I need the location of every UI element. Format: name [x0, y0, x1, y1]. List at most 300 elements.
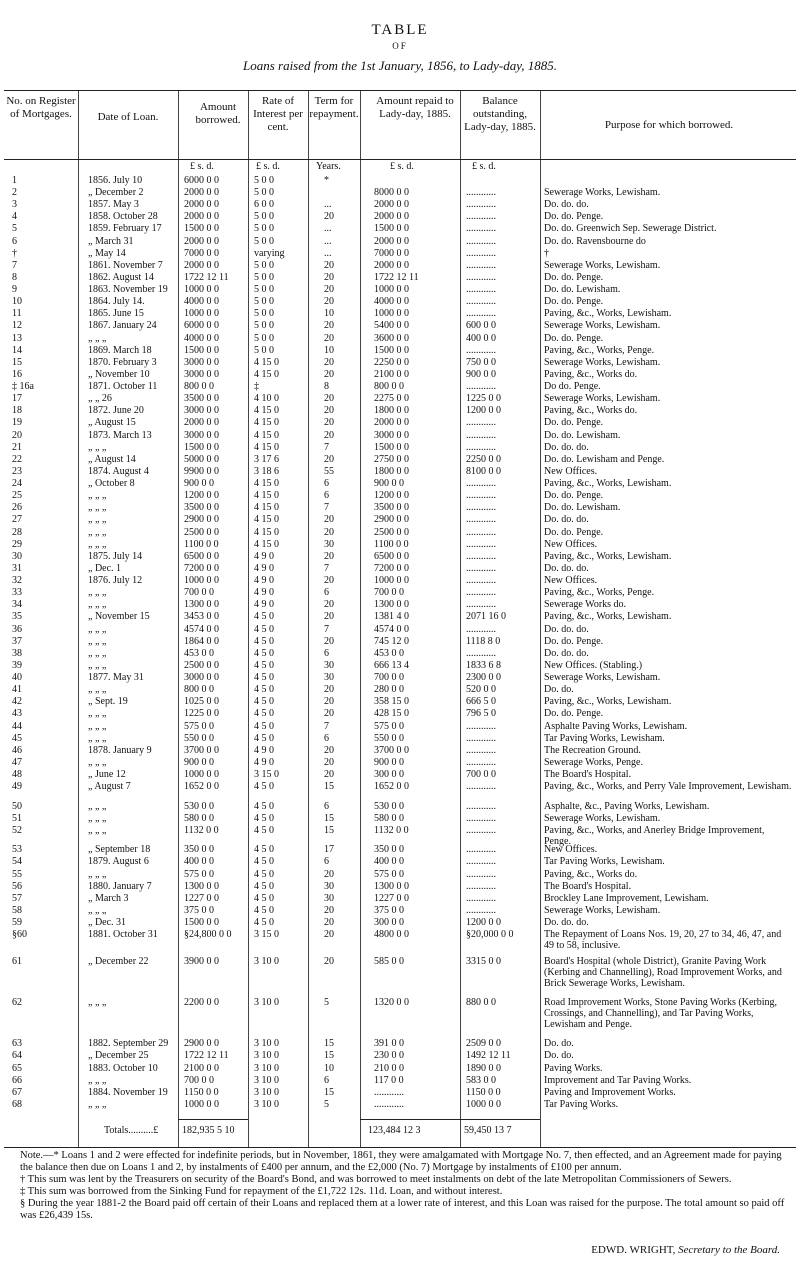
amount-repaid: 745 12 0 — [374, 635, 409, 647]
amount-repaid: 2000 0 0 — [374, 199, 409, 211]
register-no: 52 — [12, 824, 22, 836]
register-no: 64 — [12, 1050, 22, 1062]
term-years: 6 — [324, 800, 329, 812]
purpose: † — [544, 247, 549, 259]
balance-outstanding: ............ — [466, 514, 496, 526]
amount-borrowed: 2900 0 0 — [184, 514, 219, 526]
amount-repaid: 300 0 0 — [374, 917, 404, 928]
purpose: Sewerage Works, Lewisham. — [544, 356, 661, 368]
balance-outstanding: 796 5 0 — [466, 708, 496, 720]
register-no: 8 — [12, 271, 17, 283]
amount-repaid: 1800 0 0 — [374, 405, 409, 417]
loan-date: 1861. November 7 — [88, 259, 163, 271]
interest-rate: 4 5 0 — [254, 800, 274, 812]
amount-repaid: 3600 0 0 — [374, 332, 409, 344]
loan-date: 1864. July 14. — [88, 296, 145, 308]
register-no: 43 — [12, 708, 22, 720]
register-no: 21 — [12, 441, 22, 453]
loan-date: 1856. July 10 — [88, 175, 143, 186]
term-years: ... — [324, 247, 332, 259]
amount-repaid: 1500 0 0 — [374, 344, 409, 356]
amount-repaid: ............ — [374, 1098, 404, 1110]
term-years: 20 — [324, 393, 334, 405]
balance-outstanding: 2071 16 0 — [466, 611, 506, 623]
amount-repaid: 3700 0 0 — [374, 744, 409, 756]
amount-borrowed: 1300 0 0 — [184, 880, 219, 892]
amount-repaid: 210 0 0 — [374, 1062, 404, 1074]
purpose: Paving, &c., Works, Lewisham. — [544, 308, 672, 320]
page-subtitle: Loans raised from the 1st January, 1856, to Lady-day, 1885. — [242, 58, 558, 73]
term-years: 20 — [324, 635, 334, 647]
amount-borrowed: 6000 0 0 — [184, 175, 219, 186]
term-years: 20 — [324, 417, 334, 429]
term-years: 20 — [324, 696, 334, 708]
balance-outstanding: ............ — [466, 575, 496, 587]
term-years: 20 — [324, 259, 334, 271]
balance-outstanding: ............ — [466, 538, 496, 550]
balance-outstanding: ............ — [466, 441, 496, 453]
loan-date: „ December 25 — [88, 1050, 149, 1062]
term-years: 20 — [324, 211, 334, 223]
loan-date: „ March 31 — [88, 235, 134, 247]
interest-rate: 5 0 0 — [254, 223, 274, 235]
balance-outstanding: ............ — [466, 781, 496, 793]
amount-borrowed: 2200 0 0 — [184, 997, 219, 1009]
balance-outstanding: ............ — [466, 429, 496, 441]
amount-borrowed: 4000 0 0 — [184, 332, 219, 344]
register-no: 33 — [12, 587, 22, 599]
amount-borrowed: 1000 0 0 — [184, 308, 219, 320]
col-divider — [248, 91, 249, 1147]
register-no: 12 — [12, 320, 22, 332]
loan-date: 1881. October 31 — [88, 929, 158, 941]
interest-rate: 4 15 0 — [254, 441, 279, 453]
loan-date: „ November 15 — [88, 611, 150, 623]
balance-outstanding: 700 0 0 — [466, 769, 496, 781]
balance-outstanding: ............ — [466, 417, 496, 429]
loan-date: 1863. November 19 — [88, 284, 168, 296]
purpose: Brockley Lane Improvement, Lewisham. — [544, 892, 709, 904]
loan-date: „ October 8 — [88, 478, 135, 490]
amount-repaid: 6500 0 0 — [374, 550, 409, 562]
interest-rate: 3 10 0 — [254, 1074, 279, 1086]
loans-table — [4, 90, 796, 1148]
interest-rate: 4 10 0 — [254, 393, 279, 405]
term-years: 20 — [324, 684, 334, 696]
purpose: Do. do. Lewisham. — [544, 429, 621, 441]
purpose: Sewerage Works, Lewisham. — [544, 812, 661, 824]
balance-outstanding: 583 0 0 — [466, 1074, 496, 1086]
amount-borrowed: §24,800 0 0 — [184, 929, 232, 941]
amount-borrowed: 1000 0 0 — [184, 1098, 219, 1110]
amount-borrowed: 7200 0 0 — [184, 562, 219, 574]
amount-borrowed: 1000 0 0 — [184, 769, 219, 781]
register-no: 13 — [12, 332, 22, 344]
loan-date: 1872. June 20 — [88, 405, 144, 417]
amount-repaid: 453 0 0 — [374, 647, 404, 659]
term-years: 15 — [324, 781, 334, 793]
term-years: 20 — [324, 955, 334, 967]
amount-borrowed: 800 0 0 — [184, 684, 214, 696]
register-no: 57 — [12, 892, 22, 904]
interest-rate: 4 9 0 — [254, 550, 274, 562]
purpose: Asphalte, &c., Paving Works, Lewisham. — [544, 800, 710, 812]
balance-outstanding: ............ — [466, 344, 496, 356]
term-years: 7 — [324, 441, 329, 453]
balance-outstanding: ............ — [466, 844, 496, 856]
page-title: TABLE — [371, 22, 429, 38]
amount-borrowed: 900 0 0 — [184, 756, 214, 768]
loan-date: 1882. September 29 — [88, 1038, 169, 1050]
interest-rate: 4 9 0 — [254, 575, 274, 587]
amount-repaid: 2000 0 0 — [374, 259, 409, 271]
interest-rate: varying — [254, 247, 285, 259]
signature — [591, 1244, 780, 1256]
loan-date: „ „ „ — [88, 1098, 107, 1110]
purpose: Do. do. Penge. — [544, 417, 604, 429]
balance-outstanding: 750 0 0 — [466, 356, 496, 368]
purpose: Paving, &c., Works do. — [544, 405, 638, 417]
term-years: 5 — [324, 1098, 329, 1110]
amount-repaid: 3000 0 0 — [374, 429, 409, 441]
amount-borrowed: 3453 0 0 — [184, 611, 219, 623]
purpose: Do. do. do. — [544, 514, 589, 526]
header-no: No. on Register of Mortgages. — [6, 95, 76, 120]
units-repaid: £ s. d. — [390, 161, 414, 172]
amount-borrowed: 1722 12 11 — [184, 1050, 229, 1062]
register-no: 58 — [12, 904, 22, 916]
term-years: 6 — [324, 587, 329, 599]
purpose: Sewerage Works, Penge. — [544, 756, 643, 768]
term-years: ... — [324, 235, 332, 247]
loan-date: 1862. August 14 — [88, 271, 154, 283]
amount-repaid: 2275 0 0 — [374, 393, 409, 405]
amount-borrowed: 3500 0 0 — [184, 502, 219, 514]
term-years: ... — [324, 223, 332, 235]
interest-rate: 5 0 0 — [254, 235, 274, 247]
balance-outstanding: ............ — [466, 824, 496, 836]
purpose: Paving, &c., Works, Lewisham. — [544, 696, 672, 708]
loan-date: „ „ „ — [88, 332, 107, 344]
purpose: Do. do. — [544, 1050, 574, 1062]
register-no: 28 — [12, 526, 22, 538]
loan-date: „ September 18 — [88, 844, 151, 856]
amount-repaid: 7000 0 0 — [374, 247, 409, 259]
register-no: 39 — [12, 659, 22, 671]
header-amount: Amount borrowed. — [195, 101, 241, 126]
term-years: 20 — [324, 929, 334, 941]
interest-rate: 3 10 0 — [254, 1062, 279, 1074]
purpose: Do. do. Lewisham and Penge. — [544, 453, 665, 465]
register-no: 66 — [12, 1074, 22, 1086]
amount-repaid: 575 0 0 — [374, 720, 404, 732]
loan-date: 1877. May 31 — [88, 672, 144, 684]
amount-repaid: 1652 0 0 — [374, 781, 409, 793]
amount-borrowed: 4574 0 0 — [184, 623, 219, 635]
register-no: 34 — [12, 599, 22, 611]
interest-rate: 4 5 0 — [254, 708, 274, 720]
register-no: 15 — [12, 356, 22, 368]
interest-rate: ‡ — [254, 381, 259, 393]
register-no: 26 — [12, 502, 22, 514]
loan-date: 1880. January 7 — [88, 880, 152, 892]
balance-outstanding: 1200 0 0 — [466, 917, 501, 928]
purpose: Do. do. Greenwich Sep. Sewerage District. — [544, 223, 717, 235]
amount-repaid: 1722 12 11 — [374, 271, 419, 283]
balance-outstanding: 1492 12 11 — [466, 1050, 511, 1062]
term-years: 20 — [324, 708, 334, 720]
amount-borrowed: 580 0 0 — [184, 812, 214, 824]
interest-rate: 3 10 0 — [254, 1050, 279, 1062]
amount-repaid: 1500 0 0 — [374, 223, 409, 235]
purpose: Paving, &c., Works, and Perry Vale Improvement, Lewisham. — [544, 781, 792, 793]
purpose: Improvement and Tar Paving Works. — [544, 1074, 692, 1086]
loan-date: „ „ „ — [88, 756, 107, 768]
term-years: 20 — [324, 284, 334, 296]
register-no: 40 — [12, 672, 22, 684]
amount-repaid: 300 0 0 — [374, 769, 404, 781]
amount-repaid: 2000 0 0 — [374, 235, 409, 247]
amount-repaid: 1227 0 0 — [374, 892, 409, 904]
amount-repaid: 2500 0 0 — [374, 526, 409, 538]
purpose: Tar Paving Works. — [544, 1098, 619, 1110]
purpose: New Offices. — [544, 465, 598, 477]
amount-borrowed: 3700 0 0 — [184, 744, 219, 756]
loan-date: „ „ „ — [88, 587, 107, 599]
amount-repaid: 2000 0 0 — [374, 417, 409, 429]
purpose: New Offices. — [544, 538, 598, 550]
interest-rate: 3 15 0 — [254, 769, 279, 781]
loan-date: „ May 14 — [88, 247, 126, 259]
loan-date: „ „ „ — [88, 708, 107, 720]
amount-repaid: 1320 0 0 — [374, 997, 409, 1009]
term-years: 7 — [324, 562, 329, 574]
interest-rate: 5 0 0 — [254, 296, 274, 308]
register-no: §60 — [12, 929, 27, 941]
register-no: 11 — [12, 308, 22, 320]
amount-repaid: 5400 0 0 — [374, 320, 409, 332]
register-no: 56 — [12, 880, 22, 892]
loan-date: 1884. November 19 — [88, 1086, 168, 1098]
purpose: Board's Hospital (whole District), Granite Paving Work (Kerbing and Channelling), Road Improvement Works, and Brick Sewerage Works, Lewisham. — [544, 955, 782, 989]
balance-outstanding: ............ — [466, 187, 496, 199]
purpose: Asphalte Paving Works, Lewisham. — [544, 720, 688, 732]
loan-date: „ December 22 — [88, 955, 149, 967]
purpose: The Recreation Ground. — [544, 744, 641, 756]
loan-date: „ „ „ — [88, 824, 107, 836]
amount-repaid: 580 0 0 — [374, 812, 404, 824]
loan-date: 1865. June 15 — [88, 308, 144, 320]
amount-borrowed: 3900 0 0 — [184, 955, 219, 967]
balance-outstanding: ............ — [466, 502, 496, 514]
register-no: 2 — [12, 187, 17, 199]
term-years: 20 — [324, 320, 334, 332]
term-years: 55 — [324, 465, 334, 477]
interest-rate: 4 15 0 — [254, 368, 279, 380]
term-years: 10 — [324, 344, 334, 356]
purpose: Sewerage Works, Lewisham. — [544, 259, 661, 271]
register-no: 22 — [12, 453, 22, 465]
amount-repaid: 2000 0 0 — [374, 211, 409, 223]
amount-borrowed: 3500 0 0 — [184, 393, 219, 405]
interest-rate: 4 15 0 — [254, 356, 279, 368]
interest-rate: 4 5 0 — [254, 781, 274, 793]
amount-repaid: 575 0 0 — [374, 868, 404, 880]
balance-outstanding: ............ — [466, 381, 496, 393]
amount-borrowed: 1025 0 0 — [184, 696, 219, 708]
term-years: 30 — [324, 538, 334, 550]
balance-outstanding: 400 0 0 — [466, 332, 496, 344]
term-years: 20 — [324, 368, 334, 380]
purpose: New Offices. (Stabling.) — [544, 659, 643, 671]
loan-date: „ „ „ — [88, 868, 107, 880]
balance-outstanding: ............ — [466, 856, 496, 868]
loan-date: „ „ „ — [88, 997, 107, 1009]
purpose: Sewerage Works, Lewisham. — [544, 320, 661, 332]
register-no: 68 — [12, 1098, 22, 1110]
purpose: Paving, &c., Works, Lewisham. — [544, 478, 672, 490]
balance-outstanding: ............ — [466, 892, 496, 904]
balance-outstanding: ............ — [466, 562, 496, 574]
amount-borrowed: 530 0 0 — [184, 800, 214, 812]
term-years: 15 — [324, 812, 334, 824]
footnote: † This sum was lent by the Treasurers on security of the Board's Bond, and was borrowed to meet instalments on debt of the late Metropolitan Commissioners of Sewers. — [20, 1174, 732, 1185]
register-no: 17 — [12, 393, 22, 405]
amount-repaid: 800 0 0 — [374, 381, 404, 393]
loan-date: 1874. August 4 — [88, 465, 149, 477]
interest-rate: 5 0 0 — [254, 284, 274, 296]
amount-borrowed: 1500 0 0 — [184, 441, 219, 453]
interest-rate: 4 5 0 — [254, 904, 274, 916]
register-no: 62 — [12, 997, 22, 1009]
interest-rate: 5 0 0 — [254, 187, 274, 199]
amount-repaid: 358 15 0 — [374, 696, 409, 708]
amount-repaid: 900 0 0 — [374, 478, 404, 490]
header-balance: Balance outstanding, Lady-day, 1885. — [464, 95, 536, 133]
interest-rate: 4 9 0 — [254, 756, 274, 768]
interest-rate: 5 0 0 — [254, 344, 274, 356]
purpose: Do. do. do. — [544, 441, 589, 453]
balance-outstanding: ............ — [466, 550, 496, 562]
totals-label: Totals..........£ — [104, 1125, 159, 1136]
term-years: 30 — [324, 672, 334, 684]
balance-outstanding: ............ — [466, 211, 496, 223]
register-no: 23 — [12, 465, 22, 477]
amount-repaid: 1100 0 0 — [374, 538, 409, 550]
balance-outstanding: 1225 0 0 — [466, 393, 501, 405]
register-no: 42 — [12, 696, 22, 708]
totals-amount: 182,935 5 10 — [182, 1125, 235, 1136]
amount-borrowed: 575 0 0 — [184, 868, 214, 880]
amount-borrowed: 375 0 0 — [184, 904, 214, 916]
amount-borrowed: 1300 0 0 — [184, 599, 219, 611]
term-years: ... — [324, 199, 332, 211]
balance-outstanding: ............ — [466, 526, 496, 538]
amount-repaid: 1200 0 0 — [374, 490, 409, 502]
header-purpose: Purpose for which borrowed. — [604, 119, 734, 131]
amount-repaid: 3500 0 0 — [374, 502, 409, 514]
term-years: 20 — [324, 744, 334, 756]
register-no: 4 — [12, 211, 17, 223]
amount-borrowed: 5000 0 0 — [184, 453, 219, 465]
amount-borrowed: 3000 0 0 — [184, 405, 219, 417]
purpose: Paving, &c., Works, Lewisham. — [544, 611, 672, 623]
amount-repaid: 666 13 4 — [374, 659, 409, 671]
units-amount: £ s. d. — [190, 161, 214, 172]
balance-outstanding: §20,000 0 0 — [466, 929, 514, 941]
purpose: Do. do. Ravensbourne do — [544, 235, 646, 247]
balance-outstanding: 900 0 0 — [466, 368, 496, 380]
balance-outstanding: ............ — [466, 732, 496, 744]
col-divider — [308, 91, 309, 1147]
balance-outstanding: 3315 0 0 — [466, 955, 501, 967]
purpose: Paving Works. — [544, 1062, 603, 1074]
balance-outstanding: ............ — [466, 599, 496, 611]
term-years: 6 — [324, 490, 329, 502]
purpose: Do. do. Penge. — [544, 526, 604, 538]
loan-date: „ November 10 — [88, 368, 150, 380]
amount-repaid: 350 0 0 — [374, 844, 404, 856]
footnote: Note.—* Loans 1 and 2 were effected for indefinite periods, but in November, 1861, they were amalgamated with Mortgage No. 7, then effected, and an Agreement made for paying the balance then due on Loans 1 and 2, by instalments of £400 per annum, and the £2,000 (No. 7) Mortgage by instalments of £100 per annum. — [20, 1150, 782, 1173]
amount-repaid: 428 15 0 — [374, 708, 409, 720]
balance-outstanding: 2250 0 0 — [466, 453, 501, 465]
term-years: 10 — [324, 308, 334, 320]
footnotes — [20, 1150, 790, 1222]
loan-date: „ „ „ — [88, 647, 107, 659]
register-no: 48 — [12, 769, 22, 781]
term-years: 30 — [324, 880, 334, 892]
balance-outstanding: ............ — [466, 868, 496, 880]
loan-date: „ „ „ — [88, 623, 107, 635]
amount-borrowed: 2500 0 0 — [184, 526, 219, 538]
register-no: 3 — [12, 199, 17, 211]
loan-date: „ „ „ — [88, 684, 107, 696]
interest-rate: 4 5 0 — [254, 917, 274, 928]
signature-role: Secretary to the Board. — [678, 1244, 780, 1256]
amount-borrowed: 700 0 0 — [184, 587, 214, 599]
loan-date: „ August 7 — [88, 781, 131, 793]
term-years: 6 — [324, 856, 329, 868]
purpose: Do. do. do. — [544, 917, 589, 928]
purpose: Do. do. do. — [544, 562, 589, 574]
amount-repaid: 700 0 0 — [374, 672, 404, 684]
term-years: 20 — [324, 356, 334, 368]
amount-repaid: 900 0 0 — [374, 756, 404, 768]
interest-rate: 4 5 0 — [254, 659, 274, 671]
amount-borrowed: 1864 0 0 — [184, 635, 219, 647]
interest-rate: 3 10 0 — [254, 955, 279, 967]
balance-outstanding: ............ — [466, 647, 496, 659]
balance-outstanding: 1833 6 8 — [466, 659, 501, 671]
register-no: 49 — [12, 781, 22, 793]
register-no: 24 — [12, 478, 22, 490]
loan-date: „ Dec. 1 — [88, 562, 122, 574]
amount-borrowed: 3000 0 0 — [184, 672, 219, 684]
balance-outstanding: ............ — [466, 880, 496, 892]
term-years: 30 — [324, 659, 334, 671]
balance-outstanding: ............ — [466, 904, 496, 916]
amount-borrowed: 6500 0 0 — [184, 550, 219, 562]
balance-outstanding: ............ — [466, 490, 496, 502]
loan-date: 1857. May 3 — [88, 199, 139, 211]
term-years: 6 — [324, 1074, 329, 1086]
interest-rate: 4 5 0 — [254, 647, 274, 659]
balance-outstanding: 1150 0 0 — [466, 1086, 501, 1098]
term-years: 15 — [324, 1050, 334, 1062]
interest-rate: 3 15 0 — [254, 929, 279, 941]
amount-repaid: 1000 0 0 — [374, 284, 409, 296]
register-no: 27 — [12, 514, 22, 526]
